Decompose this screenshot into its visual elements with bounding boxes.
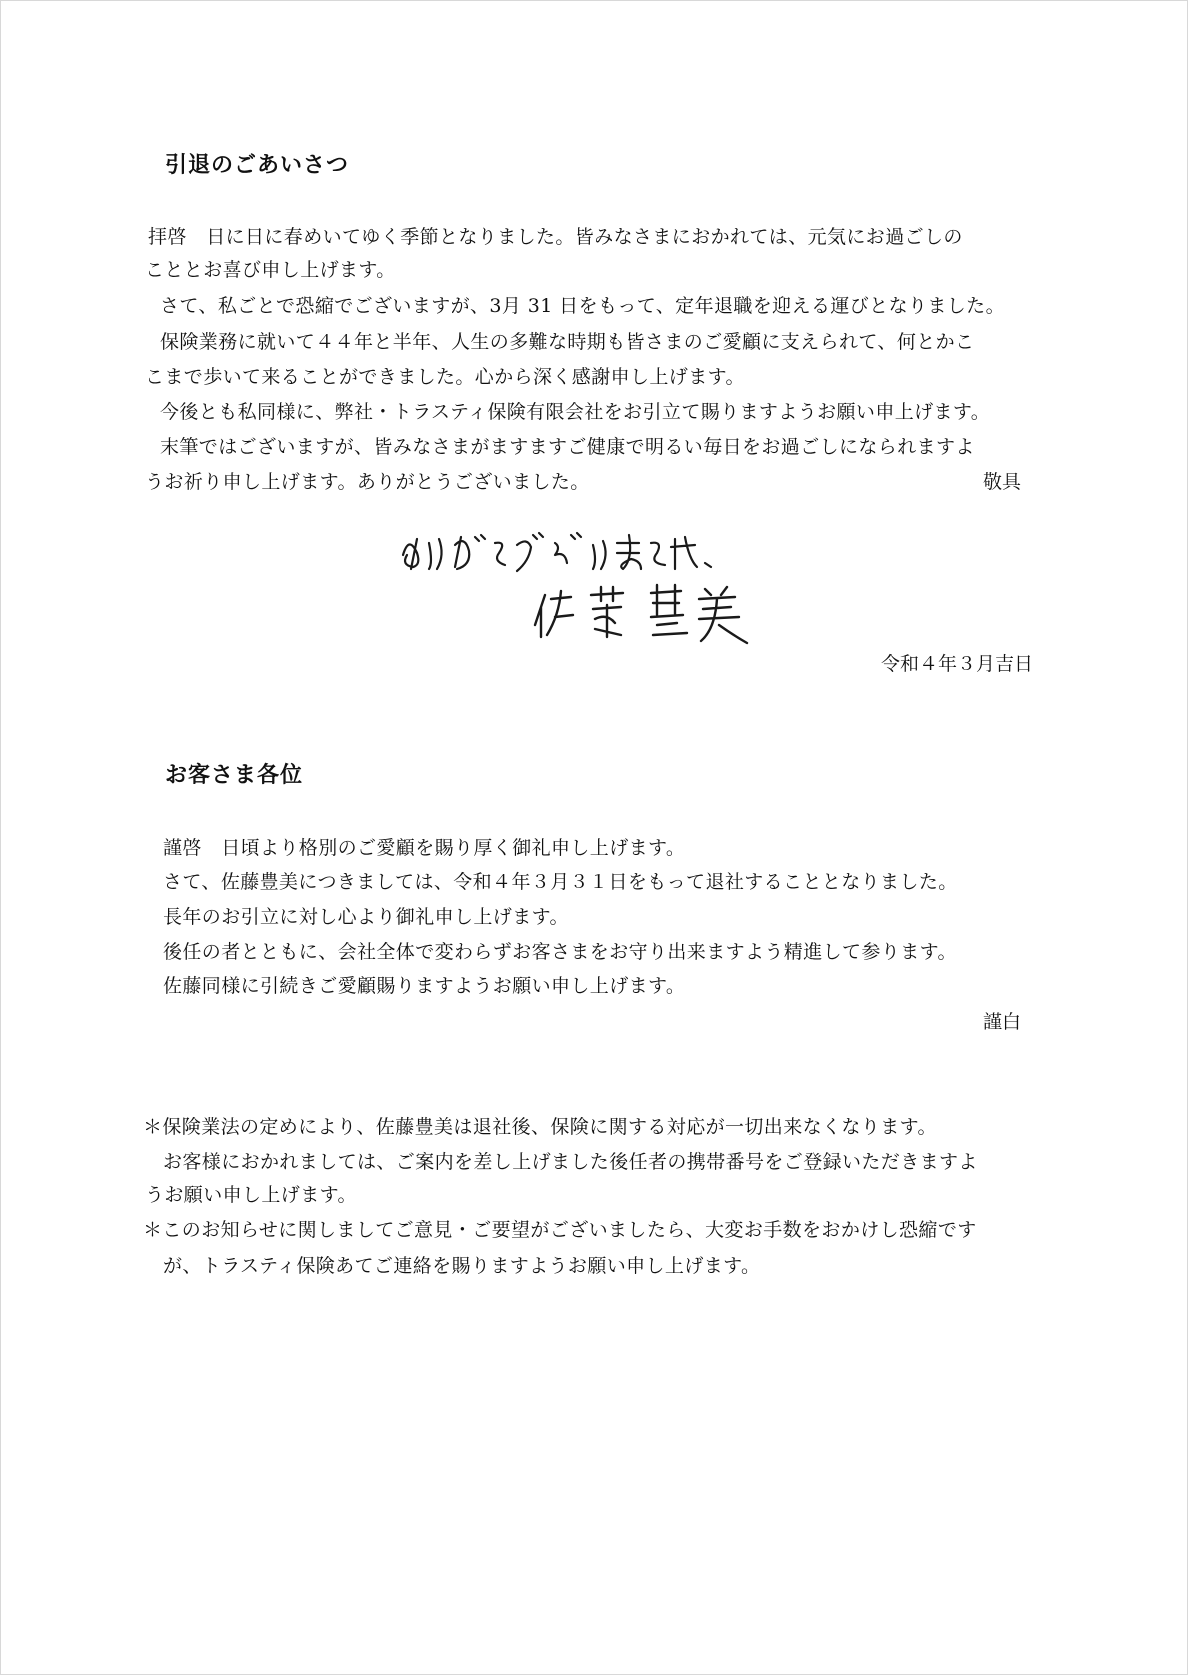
- letter1-line: 末筆ではございますが、皆みなさまがますますご健康で明るい毎日をお過ごしになられますよ: [160, 436, 975, 458]
- closing-kinpaku: 謹白: [983, 1011, 1022, 1033]
- letter1-line: こととお喜び申し上げます。: [145, 259, 396, 281]
- letter1-line: 拝啓 日に日に春めいてゆく季節となりました。皆みなさまにおかれては、元気にお過ごしの: [148, 226, 963, 248]
- letter1-line: さて、私ごとで恐縮でございますが、3月 31 日をもって、定年退職を迎える運びとなりました。: [160, 295, 1005, 317]
- closing-keigu: 敬具: [983, 471, 1022, 493]
- issue-date: 令和４年３月吉日: [881, 653, 1034, 675]
- letter2-line: 後任の者とともに、会社全体で変わらずお客さまをお守り出来ますよう精進して参ります。: [163, 941, 957, 963]
- note-line: が、トラスティ保険あてご連絡を賜りますようお願い申し上げます。: [163, 1255, 761, 1277]
- note-line: うお願い申し上げます。: [145, 1184, 357, 1206]
- letter2-line: 長年のお引立に対し心より御礼申し上げます。: [163, 906, 569, 928]
- retirement-greeting-title: 引退のごあいさつ: [165, 152, 350, 178]
- handwritten-signature: [395, 525, 795, 645]
- letter2-line: 佐藤同様に引続きご愛顧賜りますようお願い申し上げます。: [163, 975, 686, 997]
- note-line: お客様におかれましては、ご案内を差し上げました後任者の携帯番号をご登録いただきますよ: [163, 1151, 978, 1173]
- note-line: ＊このお知らせに関しましてご意見・ご要望がございましたら、大変お手数をおかけし恐縮です: [143, 1219, 977, 1241]
- note-line: ＊保険業法の定めにより、佐藤豊美は退社後、保険に関する対応が一切出来なくなります。: [143, 1116, 937, 1138]
- letter1-line: 保険業務に就いて４４年と半年、人生の多難な時期も皆さまのご愛顧に支えられて、何とかこ: [160, 331, 975, 353]
- letter2-line: さて、佐藤豊美につきましては、令和４年３月３１日をもって退社することとなりました。: [163, 871, 958, 893]
- letter2-line: 謹啓 日頃より格別のご愛顧を賜り厚く御礼申し上げます。: [163, 837, 686, 859]
- letter1-line: こまで歩いて来ることができました。心から深く感謝申し上げます。: [145, 366, 745, 388]
- letter1-line: うお祈り申し上げます。ありがとうございました。: [145, 471, 590, 493]
- letter1-line: 今後とも私同様に、弊社・トラスティ保険有限会社をお引立て賜りますようお願い申上げます。: [160, 401, 991, 423]
- customers-title: お客さま各位: [165, 762, 304, 788]
